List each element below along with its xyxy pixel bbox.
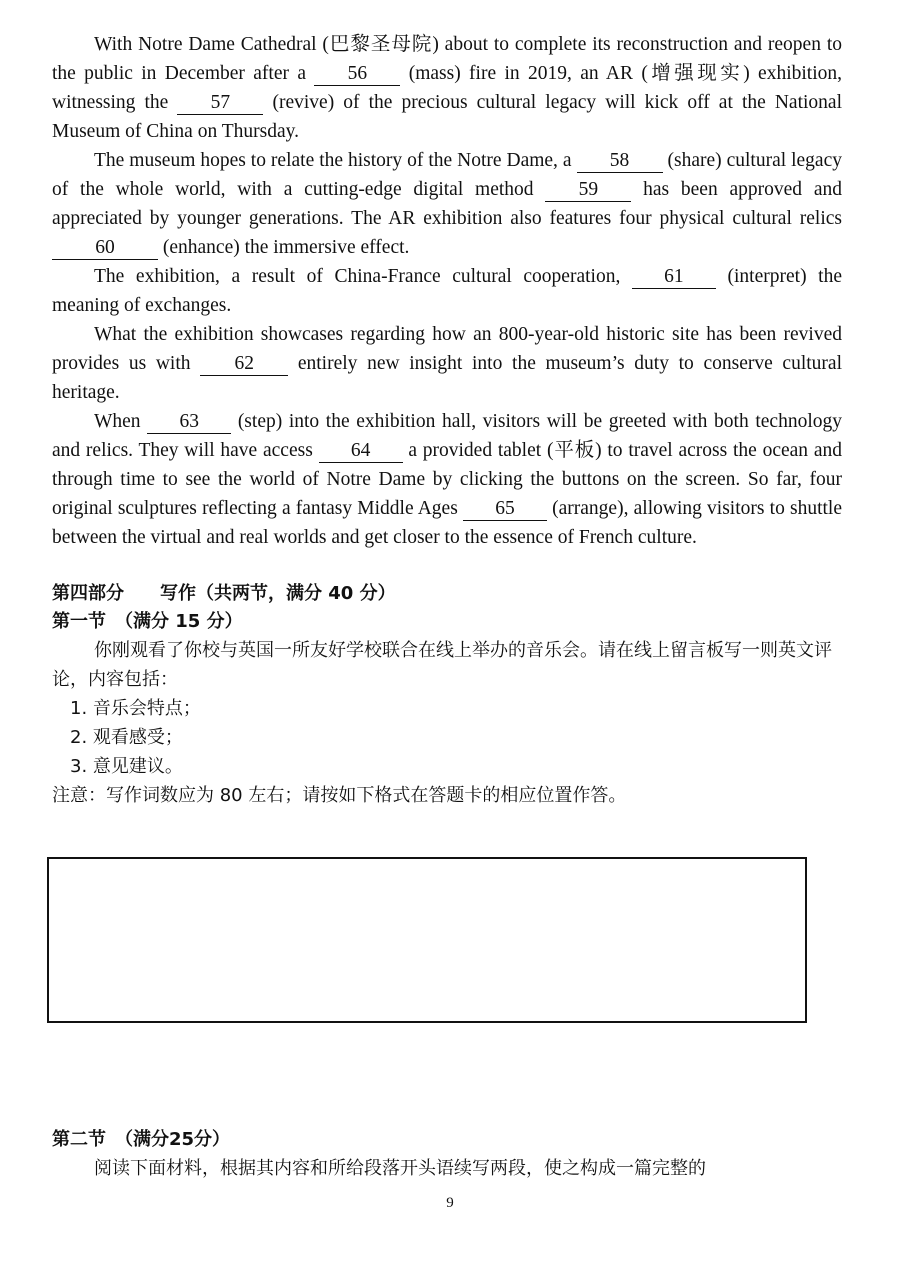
blank-59[interactable]: 59 — [545, 179, 631, 202]
blank-58[interactable]: 58 — [577, 150, 663, 173]
section2 — [52, 1126, 842, 1183]
section2-instruction: 阅读下面材料，根据其内容和所给段落开头语续写两段，使之构成一篇完整的 — [94, 1158, 706, 1179]
word-count-note: 注意：写作词数应为 80 左右；请按如下格式在答题卡的相应位置作答。 — [52, 785, 627, 806]
paragraph-1: With Notre Dame Cathedral (巴黎圣母院) about to complete its reconstruction and reopen to the public in December after a 56 (mass) fire in 2019, an AR (增强现实) exhibition, witnessing the 57 (revive) of the precious cultural legacy will kick off at the National Museum of China on Thursday. — [52, 34, 843, 142]
paragraph-2: The museum hopes to relate the history of the Notre Dame, a 58 (share) cultural legacy of the whole world, with a cutting-edge digital method 59 has been approved and appreciated by younger generations. The AR exhibition also features four physical cultural relics 60 (enhance) the immersive effect. — [52, 150, 842, 258]
blank-62[interactable]: 62 — [200, 353, 288, 376]
part4-title: 第四部分 写作（共两节，满分 40 分） — [52, 583, 396, 604]
paragraph-5: When 63 (step) into the exhibition hall, visitors will be greeted with both technology and relics. They will have access 64 a provided tablet (平板) to travel across the ocean and through time to see the world of Notre Dame by clicking the buttons on the screen. So far, four original sculptures reflecting a fantasy Middle Ages 65 (arrange), allowing visitors to shuttle between the virtual and real worlds and get closer to the essence of French culture. — [52, 411, 842, 548]
blank-65[interactable]: 65 — [463, 498, 547, 521]
requirement-2: 2. 观看感受； — [70, 727, 183, 748]
section2-title: 第二节 （满分25分） — [52, 1129, 231, 1150]
writing-instruction: 你刚观看了你校与英国一所友好学校联合在线上举办的音乐会。请在线上留言板写一则英文评论，内容包括： — [52, 640, 832, 690]
requirement-1: 1. 音乐会特点； — [70, 698, 201, 719]
blank-64[interactable]: 64 — [319, 440, 403, 463]
requirement-3: 3. 意见建议。 — [70, 756, 183, 777]
section1-title: 第一节 （满分 15 分） — [52, 611, 243, 632]
paragraph-4: What the exhibition showcases regarding how an 800-year-old historic site has been revived provides us with 62 entirely new insight into the museum’s duty to conserve cultural heritage. — [52, 324, 842, 403]
blank-60[interactable]: 60 — [52, 237, 158, 260]
blank-63[interactable]: 63 — [147, 411, 231, 434]
blank-61[interactable]: 61 — [632, 266, 716, 289]
blank-56[interactable]: 56 — [314, 63, 400, 86]
blank-57[interactable]: 57 — [177, 92, 263, 115]
answer-box[interactable] — [47, 857, 807, 1023]
passage — [52, 30, 842, 810]
page-number: 9 — [446, 1195, 454, 1211]
paragraph-3: The exhibition, a result of China-France cultural cooperation, 61 (interpret) the meaning of exchanges. — [52, 266, 842, 316]
